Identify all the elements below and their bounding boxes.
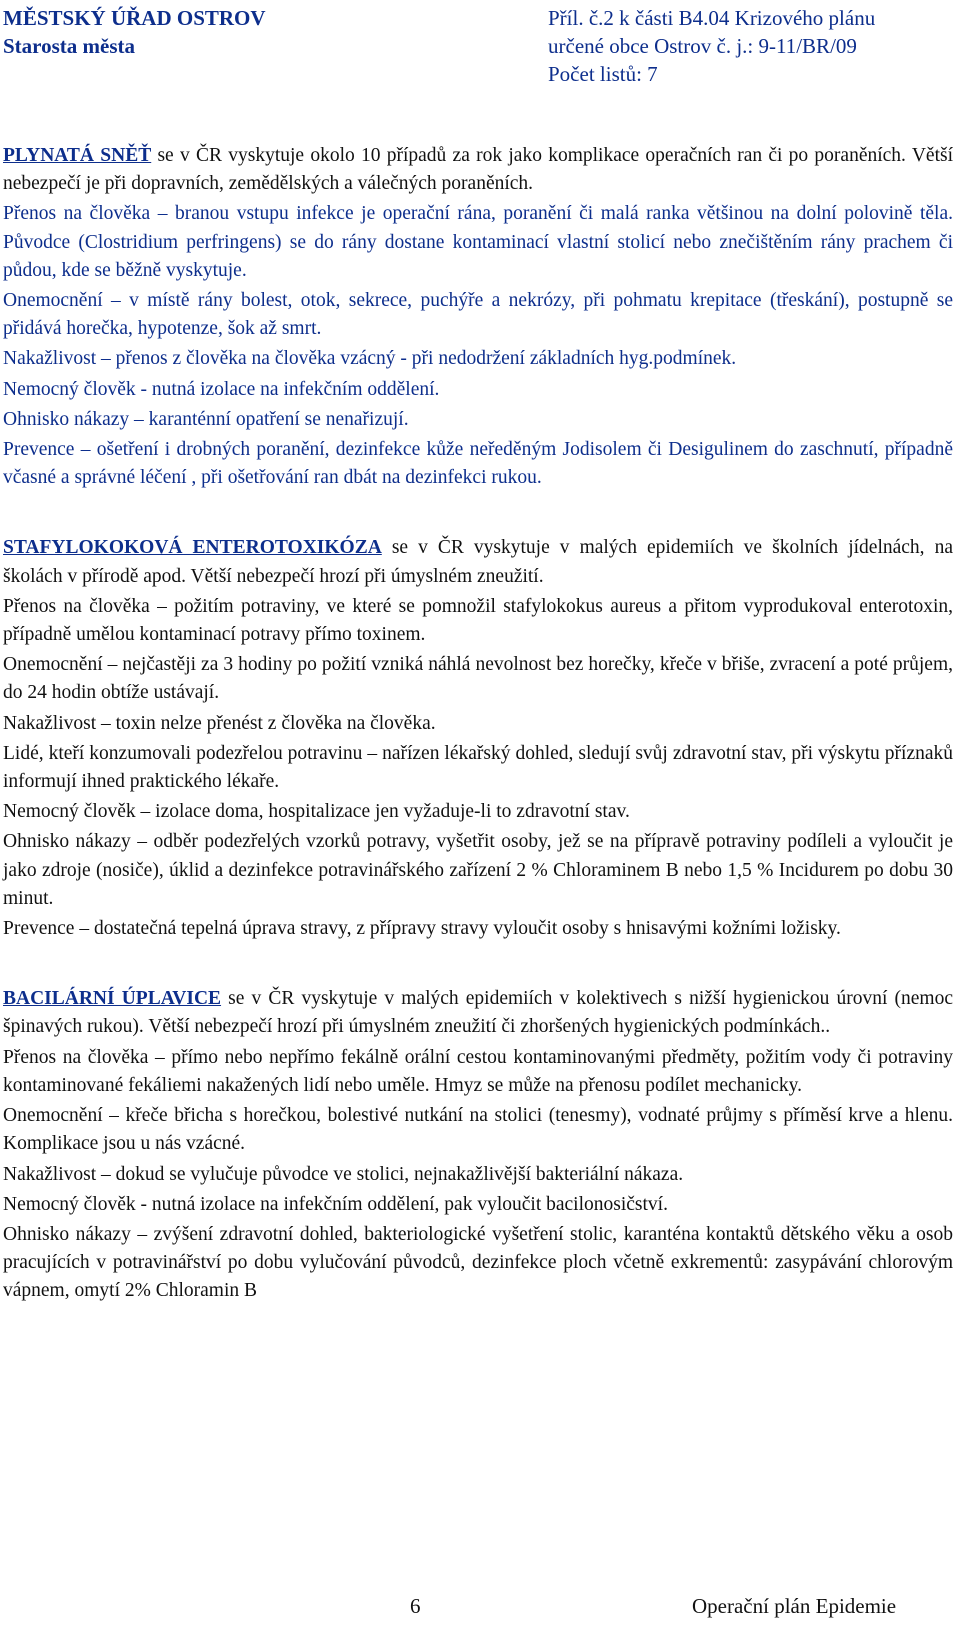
paragraph: Přenos na člověka – branou vstupu infekce je operační rána, poranění či malá ranka většinou na dolní polovině těla. Původce (Clostridium perfringens) se do rány dostane kontaminací vlastní stolicí nebo znečištěním rány prachem či půdou, kde se běžně vyskytuje. bbox=[3, 203, 953, 281]
section-title-stafylo: STAFYLOKOKOVÁ ENTEROTOXIKÓZA bbox=[3, 537, 382, 559]
header-right bbox=[548, 4, 875, 88]
paragraph: Ohnisko nákazy – karanténní opatření se nenařizují. bbox=[3, 408, 409, 430]
annex-reference: Příl. č.2 k části B4.04 Krizového plánu bbox=[548, 6, 876, 30]
section-bacilarni-intro: BACILÁRNÍ ÚPLAVICE se v ČR vyskytuje v malých epidemiích v kolektivech s nižší hygienickou úrovní (nemoc špinavých rukou). Větší nebezpečí hrozí při úmyslném zneužití či zhoršených hygienických podmínkách.. bbox=[3, 988, 954, 1038]
paragraph: Nakažlivost – dokud se vylučuje původce ve stolici, nejnakažlivější bakteriální nákaza. bbox=[3, 1163, 684, 1185]
section-stafylo-intro: STAFYLOKOKOVÁ ENTEROTOXIKÓZA se v ČR vyskytuje v malých epidemiích ve školních jídelnách, na školách v přírodě apod. Větší nebezpečí hrozí při úmyslném zneužití. bbox=[3, 537, 953, 587]
paragraph: Přenos na člověka – přímo nebo nepřímo fekálně orální cestou kontaminovanými předměty, požitím vody či potraviny kontaminované fekáliemi nakažených lidí nebo uměle. Hmyz se může na přenosu podílet mechanicky. bbox=[3, 1046, 953, 1096]
paragraph: Onemocnění – křeče břicha s horečkou, bolestivé nutkání na stolici (tenesmy), vodnaté průjmy s příměsí krve a hlenu. Komplikace jsou u nás vzácné. bbox=[3, 1105, 953, 1155]
header-left bbox=[3, 4, 266, 60]
paragraph: Lidé, kteří konzumovali podezřelou potravinu – nařízen lékařský dohled, sledují svůj zdravotní stav, při výskytu příznaků informují ihned praktického lékaře. bbox=[3, 742, 953, 793]
section-title-plynata: PLYNATÁ SNĚŤ bbox=[3, 145, 152, 166]
sheet-count: Počet listů: 7 bbox=[548, 62, 658, 86]
paragraph: Nemocný člověk - nutná izolace na infekčním oddělení. bbox=[3, 378, 440, 400]
office-name: MĚSTSKÝ ÚŘAD OSTROV bbox=[3, 6, 266, 30]
section-title-bacilarni: BACILÁRNÍ ÚPLAVICE bbox=[3, 988, 222, 1010]
section-plynata-intro: PLYNATÁ SNĚŤ se v ČR vyskytuje okolo 10 případů za rok jako komplikace operačních ran či po poraněních. Větší nebezpečí je při dopravních, zemědělských a válečných poraněních. bbox=[3, 145, 953, 195]
footer-document-title: Operační plán Epidemie bbox=[692, 1594, 897, 1618]
paragraph: Prevence – ošetření i drobných poranění, dezinfekce kůže neředěným Jodisolem či Desigulinem do zaschnutí, případně včasné a správné léčení , při ošetřování ran dbát na dezinfekci rukou. bbox=[3, 439, 953, 489]
page-number: 6 bbox=[410, 1594, 421, 1618]
paragraph: Nakažlivost – přenos z člověka na člověka vzácný - při nedodržení základních hyg.podmínek. bbox=[3, 348, 737, 370]
section-spacer bbox=[3, 943, 953, 985]
paragraph: Ohnisko nákazy – odběr podezřelých vzorků potravy, vyšetřit osoby, jež se na přípravě potraviny podíleli a vyloučit je jako zdroje (nosiče), úklid a dezinfekce potravinářského zařízení 2 % Chloraminem B nebo 1,5 % Incidurem po dobu 30 minut. bbox=[3, 831, 953, 909]
paragraph: Ohnisko nákazy – zvýšení zdravotní dohled, bakteriologické vyšetření stolic, karanténa kontaktů dětského věku a osob pracujících v potravinářství po dobu vylučování původců, dezinfekce ploch včetně exkrementů: zasypávání chlorovým vápnem, omytí 2% Chloramin B bbox=[3, 1223, 953, 1302]
paragraph: Prevence – dostatečná tepelná úprava stravy, z přípravy stravy vyloučit osoby s hnisavými kožními ložisky. bbox=[3, 918, 841, 940]
paragraph: Onemocnění – nejčastěji za 3 hodiny po požití vzniká náhlá nevolnost bez horečky, křeče v břiše, zvracení a poté průjem, do 24 hodin obtíže ustávají. bbox=[3, 654, 953, 704]
paragraph: Přenos na člověka – požitím potraviny, ve které se pomnožil stafylokokus aureus a přitom vyprodukoval enterotoxin, případně umělou kontaminací potravy přímo toxinem. bbox=[3, 595, 953, 646]
office-role: Starosta města bbox=[3, 34, 136, 58]
document-body bbox=[3, 142, 953, 1306]
document-reference: určené obce Ostrov č. j.: 9-11/BR/09 bbox=[548, 34, 857, 58]
paragraph: Nakažlivost – toxin nelze přenést z člověka na člověka. bbox=[3, 712, 436, 734]
section-spacer bbox=[3, 492, 953, 534]
paragraph: Onemocnění – v místě rány bolest, otok, sekrece, puchýře a nekrózy, při pohmatu krepitace (třeskání), postupně se přidává horečka, hypotenze, šok až smrt. bbox=[3, 290, 953, 340]
paragraph: Nemocný člověk - nutná izolace na infekčním oddělení, pak vyloučit bacilonosičství. bbox=[3, 1193, 668, 1215]
paragraph: Nemocný člověk – izolace doma, hospitalizace jen vyžaduje-li to zdravotní stav. bbox=[3, 801, 630, 823]
